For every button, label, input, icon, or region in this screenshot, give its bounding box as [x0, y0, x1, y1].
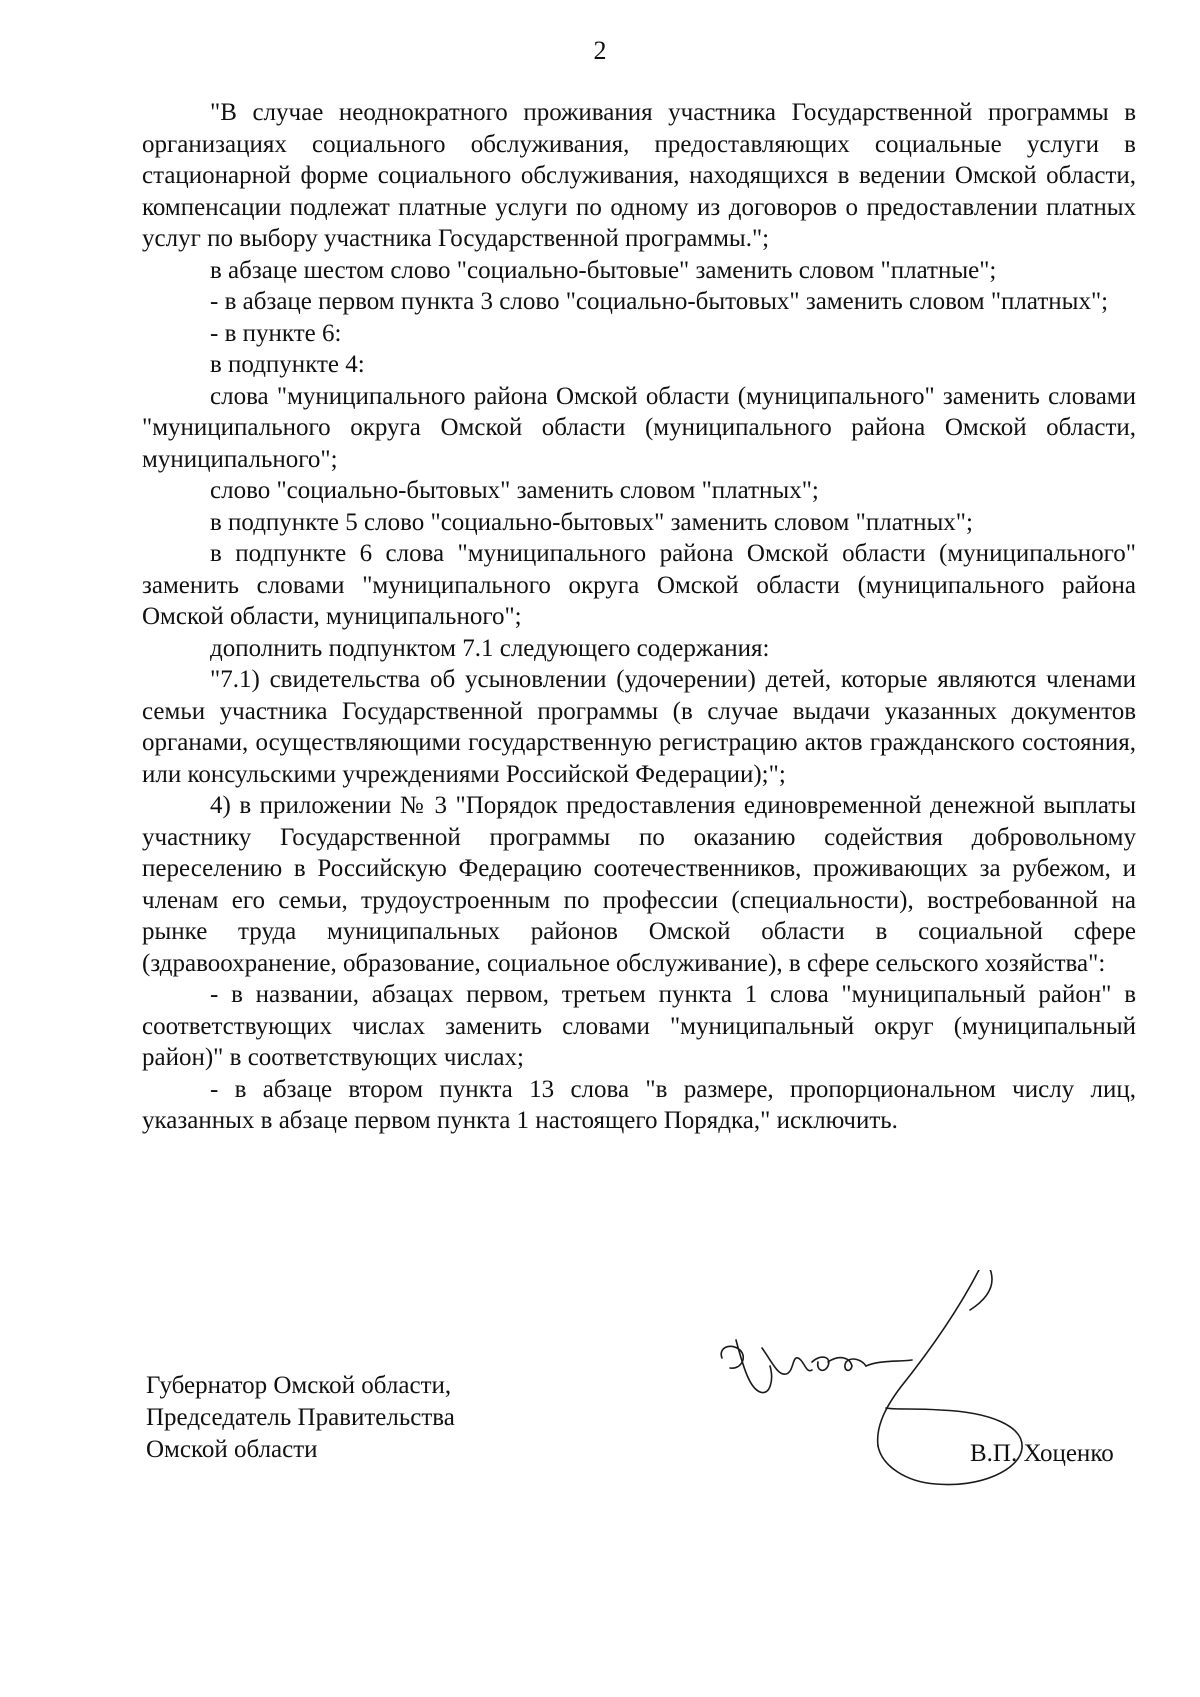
paragraph-add-7-1: дополнить подпунктом 7.1 следующего содержания:	[210, 634, 770, 662]
page-number: 2	[593, 36, 607, 65]
paragraph-punkt-3: - в абзаце первом пункта 3 слово "социально-бытовых" заменить словом "платных";	[210, 288, 1109, 315]
paragraph-7-1-text: "7.1) свидетельства об усыновлении (удочерении) детей, которые являются членами семьи участника Государственной программы (в случае выдачи указанных документов органами, осуществляющими государственную регистрацию актов гражданского состояния, или консульскими учреждениями Российской Федерации);";	[142, 666, 1136, 788]
paragraph-punkt-13: - в абзаце втором пункта 13 слова "в размере, пропорциональном числу лиц, указанных в абзаце первом пункта 1 настоящего Порядка," исключить.	[142, 1075, 1136, 1134]
paragraph-abzac-6: в абзаце шестом слово "социально-бытовые" заменить словом "платные";	[210, 256, 997, 284]
paragraph-podpunkt-4: в подпункте 4:	[210, 351, 365, 378]
paragraph-punkt-1-title: - в названии, абзацах первом, третьем пункта 1 слова "муниципальный район" в соответствующих числах заменить словами "муниципальный округ (муниципальный район)" в соответствующих числах;	[142, 981, 1136, 1071]
signatory-title-line-1: Губернатор Омской области,	[146, 1372, 452, 1399]
document-body	[142, 97, 1136, 1137]
signatory-name: В.П. Хоценко	[970, 1440, 1114, 1467]
paragraph-podpunkt-6: в подпункте 6 слова "муниципального района Омской области (муниципального" заменить словами "муниципального округа Омской области (муниципального района Омской области, муниципального";	[142, 540, 1136, 630]
paragraph-punkt-6: - в пункте 6:	[210, 319, 342, 347]
signatory-title-line-2: Председатель Правительства	[146, 1404, 455, 1431]
paragraph-words-replace: слова "муниципального района Омской области (муниципального" заменить словами "муниципального округа Омской области (муниципального района Омской области, муниципального";	[142, 382, 1136, 473]
handwritten-signature	[700, 1270, 1140, 1520]
paragraph-podpunkt-5: в подпункте 5 слово "социально-бытовых" заменить словом "платных";	[210, 508, 973, 536]
signatory-title	[146, 1370, 455, 1466]
signatory-title-line-3: Омской области	[146, 1436, 318, 1463]
paragraph-quote-compensation: "В случае неоднократного проживания участника Государственной программы в организациях социального обслуживания, предоставляющих социальные услуги в стационарной форме социального обслуживания, находящихся в ведении Омской области, компенсации подлежат платные услуги по одному из договоров о предоставлении платных услуг по выбору участника Государственной программы.";	[142, 99, 1136, 252]
paragraph-appendix-3: 4) в приложении № 3 "Порядок предоставления единовременной денежной выплаты участнику Государственной программы по оказанию содействия добровольному переселению в Российскую Федерацию соотечественников, проживающих за рубежом, и членам его семьи, трудоустроенным по профессии (специальности), востребованной на рынке труда муниципальных районов Омской области в социальной сфере (здравоохранение, образование, социальное обслуживание), в сфере сельского хозяйства":	[142, 792, 1136, 977]
paragraph-word-replace: слово "социально-бытовых" заменить словом "платных";	[210, 477, 819, 504]
